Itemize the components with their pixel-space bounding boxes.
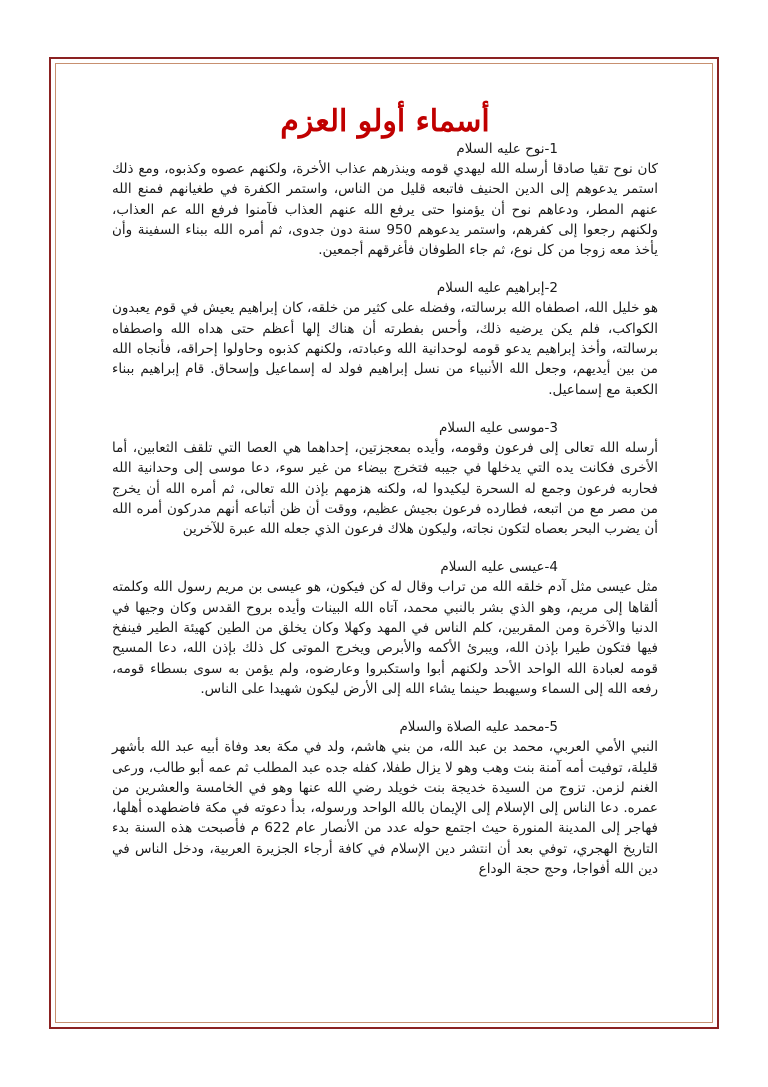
- section-muhammad: [112, 717, 658, 879]
- section-ibrahim: [112, 278, 658, 399]
- section-musa: [112, 418, 658, 539]
- section-isa: [112, 557, 658, 699]
- section-body: كان نوح تقيا صادقا أرسله الله ليهدي قومه وينذرهم عذاب الأخرة، ولكنهم عصوه وكذبوه، ومع ذلك استمر يدعوهم إلى الدين الحنيف فاتبعه قليل من الناس، واستمر الكفرة في طغيانهم فمنع الله عنهم المطر، ودعاهم نوح أن يؤمنوا حتى يرفع الله عنهم العذاب فآمنوا فرفع الله عم العذاب، ولكنهم رجعوا إلى كفرهم، واستمر يدعوهم 950 سنة دون جدوى، ثم أمره الله ببناء السفينة وأن يأخذ معه زوجا من كل نوع، ثم جاء الطوفان فأغرقهم أجمعين.: [112, 161, 658, 259]
- document-content: [112, 103, 658, 897]
- section-heading: 4-عيسى عليه السلام: [440, 559, 558, 576]
- section-body: مثل عيسى مثل آدم خلقه الله من تراب وقال له كن فيكون، هو عيسى بن مريم رسول الله وكلمته ألقاها إلى مريم، وهو الذي بشر بالنبي محمد، آتاه الله البينات وأيده بروح القدس وكان وجيها في الدنيا والآخرة ومن المقربين، كلم الناس في المهد وكهلا وكان يخلق من الطين كهيئة الطير فينفخ فيها فتكون طيرا بإذن الله، ويبرئ الأكمه والأبرص ويخرج الموتى كل ذلك بإذن الله، دعا المسيح قومه لعبادة الله الواحد الأحد ولكنهم أبوا واستكبروا وعارضوه، ولم يؤمن به سوى بسطاء قومه، رفعه الله إلى السماء وسيهبط حينما يشاء الله إلى الأرض ليكون شهيدا على الناس.: [112, 579, 658, 697]
- section-heading: 3-موسى عليه السلام: [439, 419, 558, 436]
- section-heading: 1-نوح عليه السلام: [456, 141, 558, 157]
- section-heading: 2-إبراهيم عليه السلام: [436, 280, 558, 297]
- section-body: النبي الأمي العربي، محمد بن عبد الله، من بني هاشم، ولد في مكة بعد وفاة أبيه عبد الله بأشهر قليلة، توفيت أمه آمنة بنت وهب وهو لا يزال طفلا، كفله جده عبد المطلب ثم عمه أبو طالب، ورعى الغنم لزمن. تزوج من السيدة خديجة بنت خويلد رضي الله عنها وهو في الخامسة والعشرين من عمره. دعا الناس إلى الإسلام إلى الإيمان بالله الواحد ورسوله، بدأ دعوته في مكة فاضطهده أهلها، فهاجر إلى المدينة المنورة حيث اجتمع حوله عدد من الأنصار عام 622 م فأصبحت هذه السنة بدء التاريخ الهجري، توفي بعد أن انتشر دين الإسلام في كافة أرجاء الجزيرة العربية، ودخل الناس في دين الله أفواجا، وحج حجة الوداع: [112, 739, 659, 878]
- section-body: هو خليل الله، اصطفاه الله برسالته، وفضله على كثير من خلقه، كان إبراهيم يعيش في قوم يعبدون الكواكب، فلم يكن يرضيه ذلك، وأحس بفطرته أن هناك إلها أعظم حتى هداه الله واصطفاه برسالته، وأخذ إبراهيم يدعو قومه لوحدانية الله وعبادته، ولكنهم كذبوه وحاولوا إحراقه، فأنجاه الله من بين أيديهم، وجعل الله الأنبياء من نسل إبراهيم فولد له إسماعيل وإسحاق. قام إبراهيم ببناء الكعبة مع إسماعيل.: [112, 300, 658, 398]
- section-noah: [112, 139, 658, 260]
- document-title: أسماء أولو العزم: [280, 104, 490, 139]
- section-heading: 5-محمد عليه الصلاة والسلام: [399, 719, 558, 736]
- section-body: أرسله الله تعالى إلى فرعون وقومه، وأيده بمعجزتين، إحداهما هي العصا التي تلقف الثعابين، أما الأخرى فكانت يده التي يدخلها في جيبه فتخرج بيضاء من غير سوء، دعا موسى إلى وحدانية الله فحاربه فرعون وجمع له السحرة ليكيدوا له، ولكنه هزمهم بإذن الله تعالى، ثم أمره الله أن يخرج من مصر مع من اتبعه، فطارده فرعون بجيش عظيم، ووقت أن ظن أتباعه أنهم مدركون أمره الله أن يضرب البحر بعصاه لتكون نجاته، وليكون هلاك فرعون الذي جعله الله عبرة للآخرين: [112, 439, 658, 538]
